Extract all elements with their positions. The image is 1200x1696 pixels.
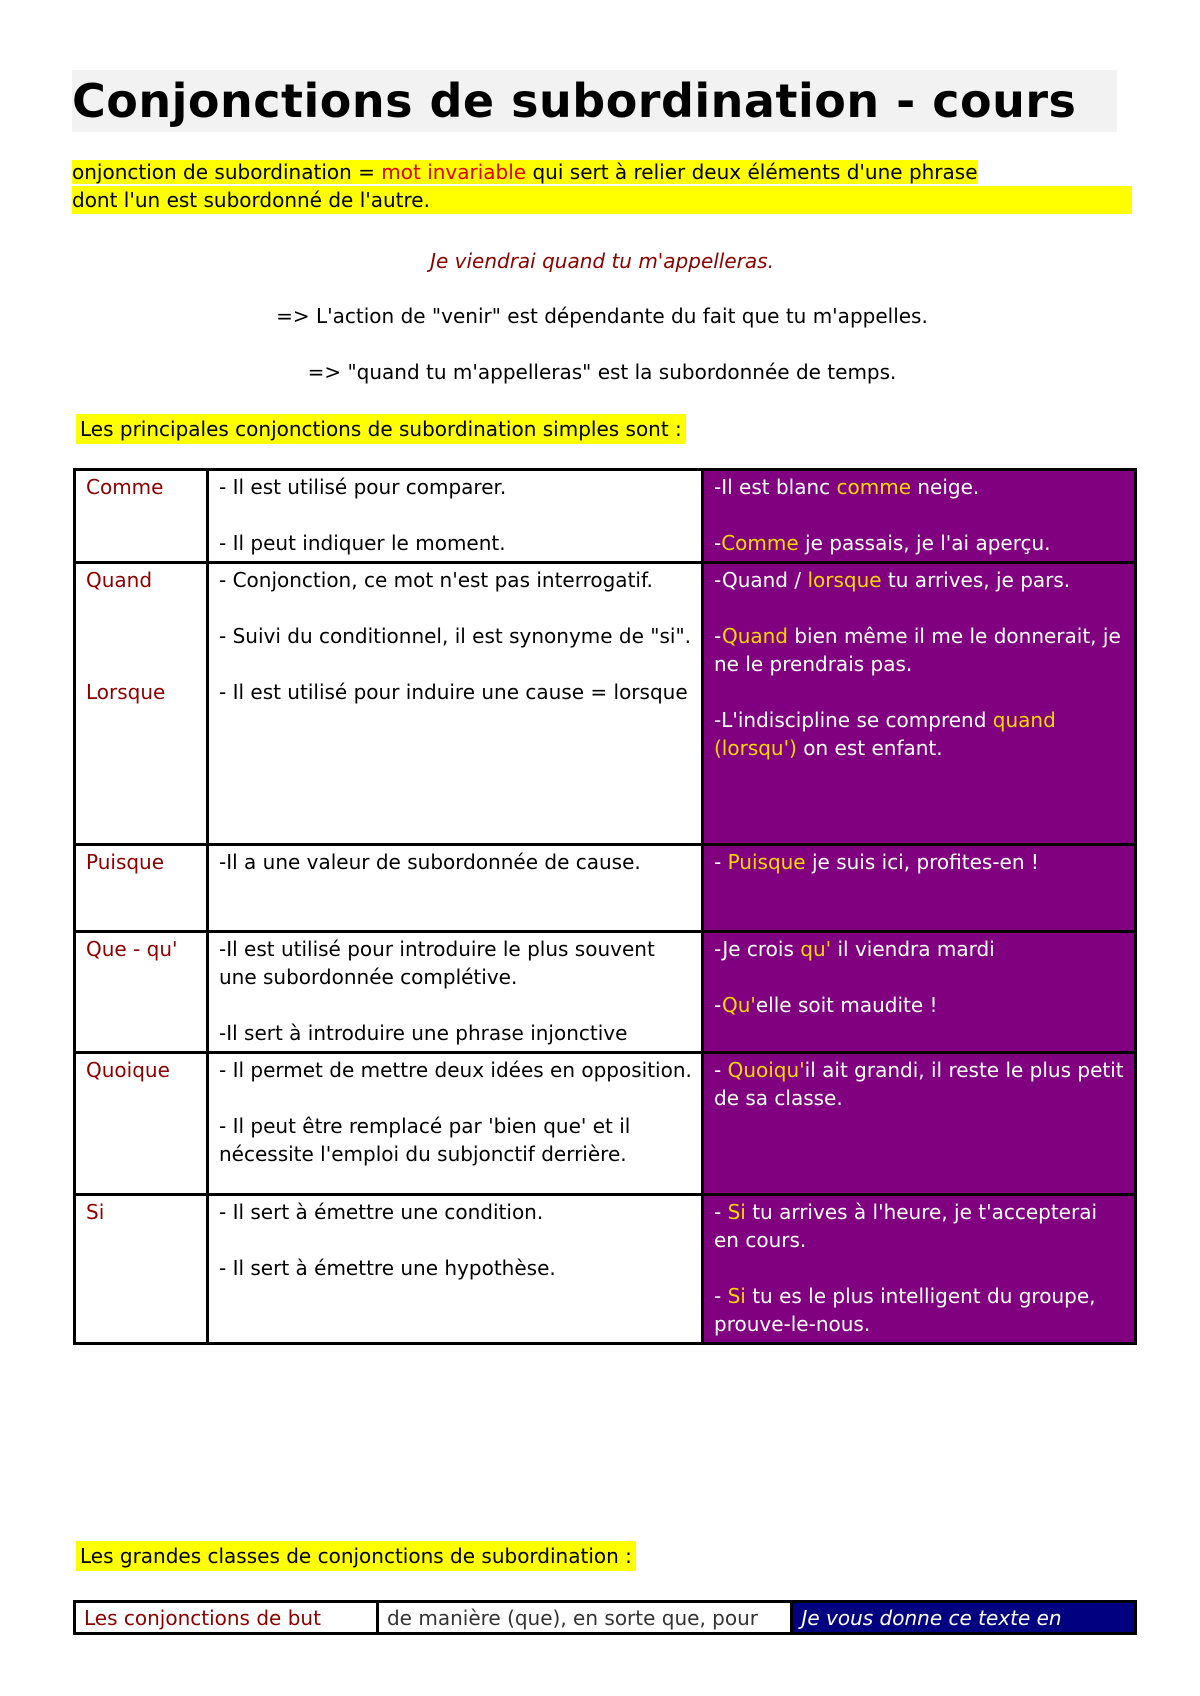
example-cell [703,932,1136,1053]
description-text: - Conjonction, ce mot n'est pas interrogatif. [219,568,653,592]
definition-line2: dont l'un est subordonné de l'autre. [72,186,1132,214]
description-text: - Suivi du conditionnel, il est synonyme de "si". [219,624,692,648]
table-row [75,1602,1136,1634]
example-text: -Je crois qu' il viendra mardi [714,937,995,961]
example-text: - Puisque je suis ici, profites-en ! [714,850,1039,874]
example-cell [703,845,1136,932]
conjunction-cell: Comme [75,470,208,563]
highlight-word: Quand [721,624,788,648]
definition-line1 [72,160,978,184]
conjunction-cell: Quoique [75,1053,208,1195]
description-text: - Il permet de mettre deux idées en opposition. [219,1058,692,1082]
table-row [75,470,1136,563]
table-row [75,932,1136,1053]
example-text: -Quand / lorsque tu arrives, je pars. [714,568,1071,592]
highlight-word: Si [727,1200,746,1224]
highlight-word: qu' [800,937,832,961]
highlight-word: Puisque [727,850,806,874]
description-cell [208,470,703,563]
explanation-1: => L'action de "venir" est dépendante du fait que tu m'appelles. [276,304,928,328]
description-cell [208,563,703,845]
example-text: - Quoiqu'il ait grandi, il reste le plus petit de sa classe. [714,1058,1124,1110]
explanation-2: => "quand tu m'appelleras" est la subordonnée de temps. [307,360,897,384]
highlight-word: Comme [721,531,799,555]
example-text: -Qu'elle soit maudite ! [714,993,938,1017]
class-example-cell: Je vous donne ce texte en [792,1602,1136,1634]
description-text: - Il est utilisé pour induire une cause = lorsque [219,680,688,704]
class-list-cell: de manière (que), en sorte que, pour [377,1602,791,1634]
example-cell [703,1195,1136,1344]
page-title: Conjonctions de subordination - cours [72,70,1117,132]
example-cell [703,563,1136,845]
conjunction-word: Lorsque [86,680,166,704]
classes-table [73,1600,1137,1635]
example-cell [703,470,1136,563]
definition-highlight: mot invariable [381,160,527,184]
example-cell [703,1053,1136,1195]
description-text: -Il sert à introduire une phrase injonctive [219,1021,628,1045]
table-row [75,563,1136,845]
example-text: -Comme je passais, je l'ai aperçu. [714,531,1051,555]
class-label-cell: Les conjonctions de but [75,1602,378,1634]
description-text: - Il sert à émettre une condition. [219,1200,544,1224]
highlight-word: comme [836,475,912,499]
example-sentence: Je viendrai quand tu m'appelleras. [430,249,774,273]
conjunction-cell: Que - qu' [75,932,208,1053]
conjunctions-table [73,468,1137,1345]
table-row [75,1195,1136,1344]
highlight-word: Quoiqu' [727,1058,805,1082]
conjunction-cell: Puisque [75,845,208,932]
conjunction-cell [75,563,208,845]
table-row [75,845,1136,932]
highlight-word: quand (lorsqu') [714,708,1056,760]
definition-rest: qui sert à relier deux éléments d'une phrase [526,160,978,184]
conjunction-cell: Si [75,1195,208,1344]
conjunction-word: Quand [86,568,153,592]
description-text: -Il a une valeur de subordonnée de cause. [219,850,641,874]
description-cell [208,845,703,932]
highlight-word: lorsque [807,568,882,592]
highlight-word: Si [727,1284,746,1308]
description-text: - Il peut être remplacé par 'bien que' et il nécessite l'emploi du subjonctif derrière. [219,1114,631,1166]
description-text: - Il sert à émettre une hypothèse. [219,1256,556,1280]
definition-paragraph [72,158,1132,214]
definition-equals: = [351,160,382,184]
definition-term: onjonction de subordination [72,160,352,184]
example-text: - Si tu es le plus intelligent du groupe, prouve-le-nous. [714,1284,1096,1336]
example-text: -Il est blanc comme neige. [714,475,980,499]
description-cell [208,1195,703,1344]
table-row [75,1053,1136,1195]
description-text: -Il est utilisé pour introduire le plus souvent une subordonnée complétive. [219,937,655,989]
description-cell [208,932,703,1053]
description-cell [208,1053,703,1195]
highlight-word: Qu' [721,993,756,1017]
example-text: - Si tu arrives à l'heure, je t'accepterai en cours. [714,1200,1098,1252]
example-text: -Quand bien même il me le donnerait, je ne le prendrais pas. [714,624,1121,676]
description-text: - Il peut indiquer le moment. [219,531,506,555]
section-heading-classes: Les grandes classes de conjonctions de subordination : [76,1541,636,1571]
example-text: -L'indiscipline se comprend quand (lorsqu') on est enfant. [714,708,1056,760]
section-heading-simple: Les principales conjonctions de subordination simples sont : [76,414,686,444]
description-text: - Il est utilisé pour comparer. [219,475,507,499]
